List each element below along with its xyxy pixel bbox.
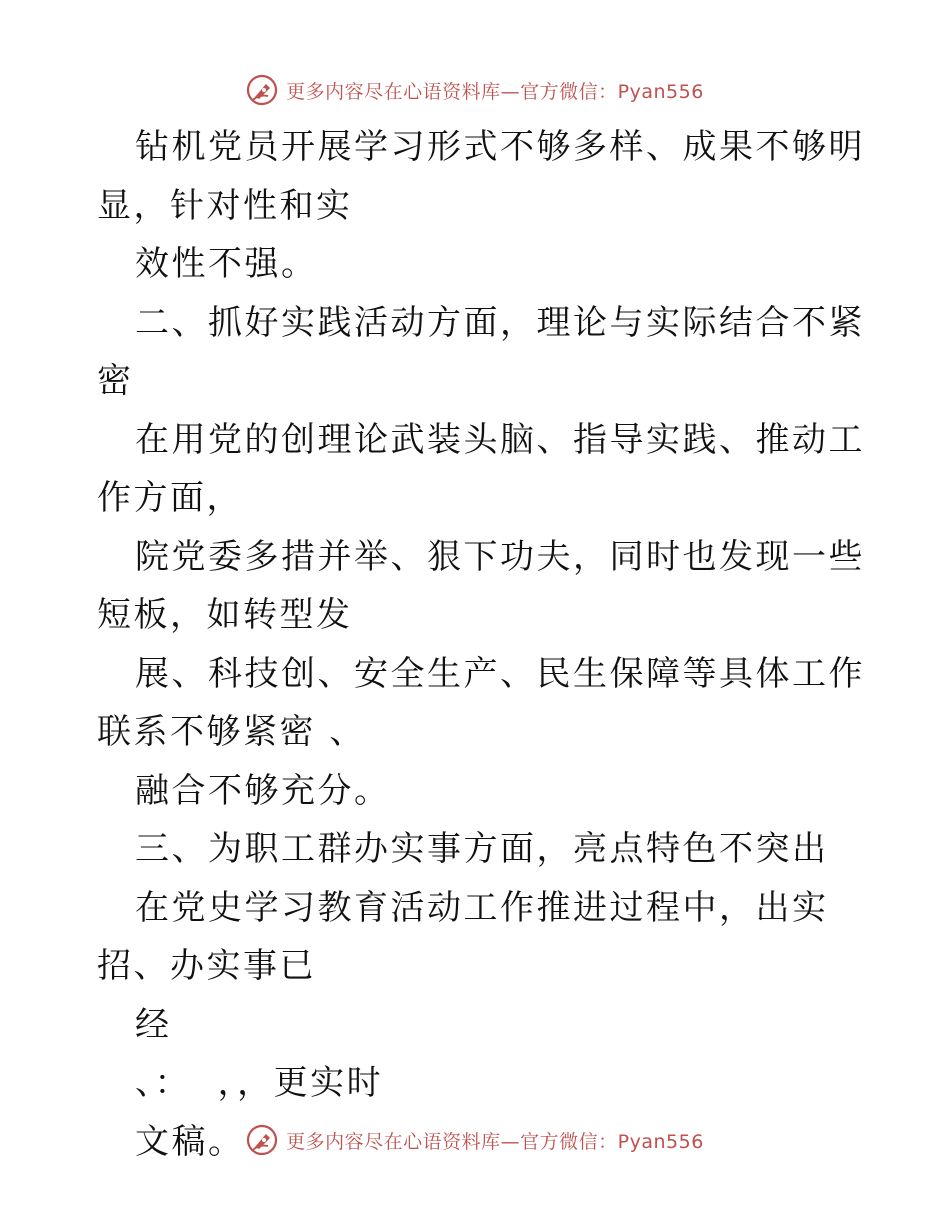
body-line-11: 、： ，，更实时 [135,1063,384,1103]
body-line-7: 融合不够充分。 [135,770,391,811]
body-line-1: 钻机党员开展学习形式不够多样、成果不够明显，针对性和实 [97,127,865,226]
body-line-5: 院党委多措并举、狠下功夫，同时也发现一些短板，如转型发 [97,536,865,635]
body-line-4: 在用党的创理论武装头脑、指导实践、推动工作方面， [97,419,865,518]
body-line-12: 文稿。 [135,1121,245,1162]
body-line-8: 三、为职工群办实事方面，亮点特色不突出 [135,829,829,869]
pen-nib-logo [246,1124,278,1156]
document-body [97,118,867,1171]
footer-banner-text: 更多内容尽在心语资料库—官方微信：Pyan556 [286,1130,704,1153]
body-line-3: 二、抓好实践活动方面，理论与实际结合不紧密 [97,302,865,401]
footer-banner [0,1120,950,1160]
body-line-10: 经 [135,1004,172,1045]
header-banner-text: 更多内容尽在心语资料库—官方微信：Pyan556 [286,80,704,103]
body-line-9: 在党史学习教育活动工作推进过程中，出实招、办实事已 [97,887,829,986]
body-line-6: 展、科技创、安全生产、民生保障等具体工作联系不够紧密 、 [97,653,865,752]
pen-nib-logo [246,74,278,106]
body-line-2: 效性不强。 [135,244,318,284]
header-banner [0,70,950,110]
